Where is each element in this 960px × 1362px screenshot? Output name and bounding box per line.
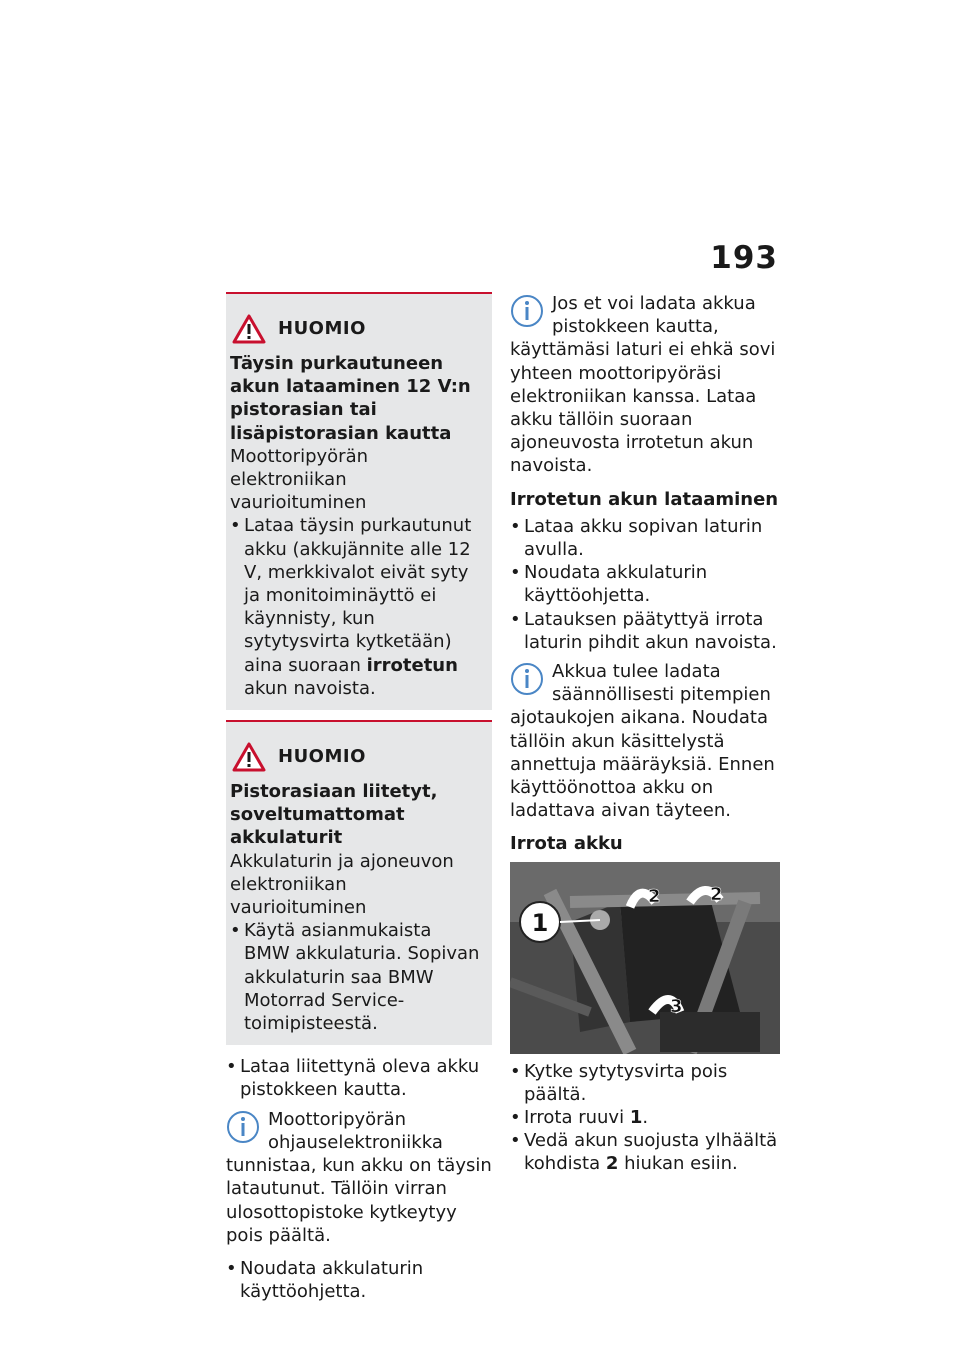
instruction-step: • Lataa akku sopivan laturin avulla. — [510, 515, 780, 561]
caution-title: Täysin purkautuneen akun lataaminen 12 V:n pistorasian tai lisäpistorasian kautta — [230, 353, 471, 444]
instruction-text: Irrota ruuvi — [524, 1107, 630, 1129]
instruction-step: • Kytke sytytysvirta pois päältä. — [510, 1060, 780, 1106]
battery-cover-photo — [510, 862, 780, 1054]
callout-2b: 2 — [710, 883, 723, 905]
instruction-list — [510, 1060, 780, 1176]
warning-triangle-icon — [232, 742, 266, 772]
instruction-ref: 1 — [629, 1107, 643, 1129]
instruction-text-end: hiukan esiin. — [618, 1153, 738, 1175]
info-note — [510, 292, 780, 478]
callout-1: 1 — [531, 908, 549, 937]
instruction-step: • Noudata akkulaturin käyttöohjetta. — [510, 561, 780, 607]
left-column — [226, 292, 492, 1303]
instruction-text: Vedä akun suojusta ylhäältä kohdista — [524, 1130, 778, 1175]
caution-measure-text: Lataa täysin purkautunut akku (akkujännite alle 12 V, merkkivalot eivät syty ja monitoiminäyttö ei käynnisty, kun sytytysvirta kytketään) aina suoraan — [244, 515, 472, 676]
caution-consequence: Akkulaturin ja ajoneuvon elektroniikan vaurioituminen — [230, 850, 454, 919]
caution-header — [230, 740, 482, 774]
instruction-step: • Lataa liitettynä oleva akku pistokkeen kautta. — [226, 1055, 492, 1101]
caution-measures — [230, 919, 482, 1035]
caution-consequence: Moottoripyörän elektroniikan vaurioituminen — [230, 445, 369, 514]
warning-triangle-icon — [232, 314, 266, 344]
caution-measure-emphasis: irrotetun — [366, 654, 458, 676]
caution-measure — [230, 514, 482, 700]
caution-title: Pistorasiaan liitetyt, soveltumattomat akkulaturit — [230, 781, 438, 849]
info-icon — [510, 292, 546, 334]
caution-header — [230, 312, 482, 346]
callout-2a: 2 — [648, 885, 661, 907]
info-text: Akkua tulee ladata säännöllisesti pitempien ajotaukojen aikana. Noudata tällöin akun käsittelystä annettuja määräyksiä. Ennen käyttöönottoa akku on ladattava aivan täyteen. — [510, 661, 775, 822]
instruction-list — [226, 1055, 492, 1101]
instruction-step: • Noudata akkulaturin käyttöohjetta. — [226, 1257, 492, 1303]
caution-box-battery-charge — [226, 292, 492, 710]
info-note — [226, 1108, 492, 1247]
caution-measure: • Käytä asianmukaista BMW akkulaturia. Sopivan akkulaturin saa BMW Motorrad Service-toimipisteestä. — [230, 919, 482, 1035]
right-column — [510, 292, 780, 1176]
instruction-step — [510, 1106, 780, 1129]
instruction-step — [510, 1129, 780, 1175]
caution-label: HUOMIO — [278, 746, 366, 768]
info-text: Jos et voi ladata akkua pistokkeen kautta, käyttämäsi laturi ei ehkä sovi yhteen moottoripyöräsi elektroniikan kanssa. Lataa akku tällöin suoraan ajoneuvosta irrotetun akun navoista. — [510, 293, 776, 477]
info-icon — [510, 660, 546, 702]
caution-label: HUOMIO — [278, 318, 366, 340]
info-text: Moottoripyörän ohjauselektroniikka tunnistaa, kun akku on täysin latautunut. Tällöin virran ulosottopistoke kytkeytyy pois päältä. — [226, 1108, 492, 1246]
info-icon — [226, 1108, 262, 1150]
page-number: 193 — [710, 240, 778, 276]
instruction-ref: 2 — [605, 1153, 619, 1175]
instruction-text-end: . — [642, 1107, 649, 1129]
caution-measures — [230, 514, 482, 700]
instruction-step: • Latauksen päätyttyä irrota laturin pihdit akun navoista. — [510, 608, 780, 654]
section-title: Irrota akku — [510, 833, 623, 855]
info-note — [510, 660, 780, 822]
caution-measure-text-end: akun navoista. — [244, 677, 376, 699]
section-title: Irrotetun akun lataaminen — [510, 488, 779, 510]
callout-3: 3 — [670, 995, 683, 1017]
instruction-list — [510, 515, 780, 654]
instruction-list — [226, 1257, 492, 1303]
caution-box-charger — [226, 720, 492, 1045]
